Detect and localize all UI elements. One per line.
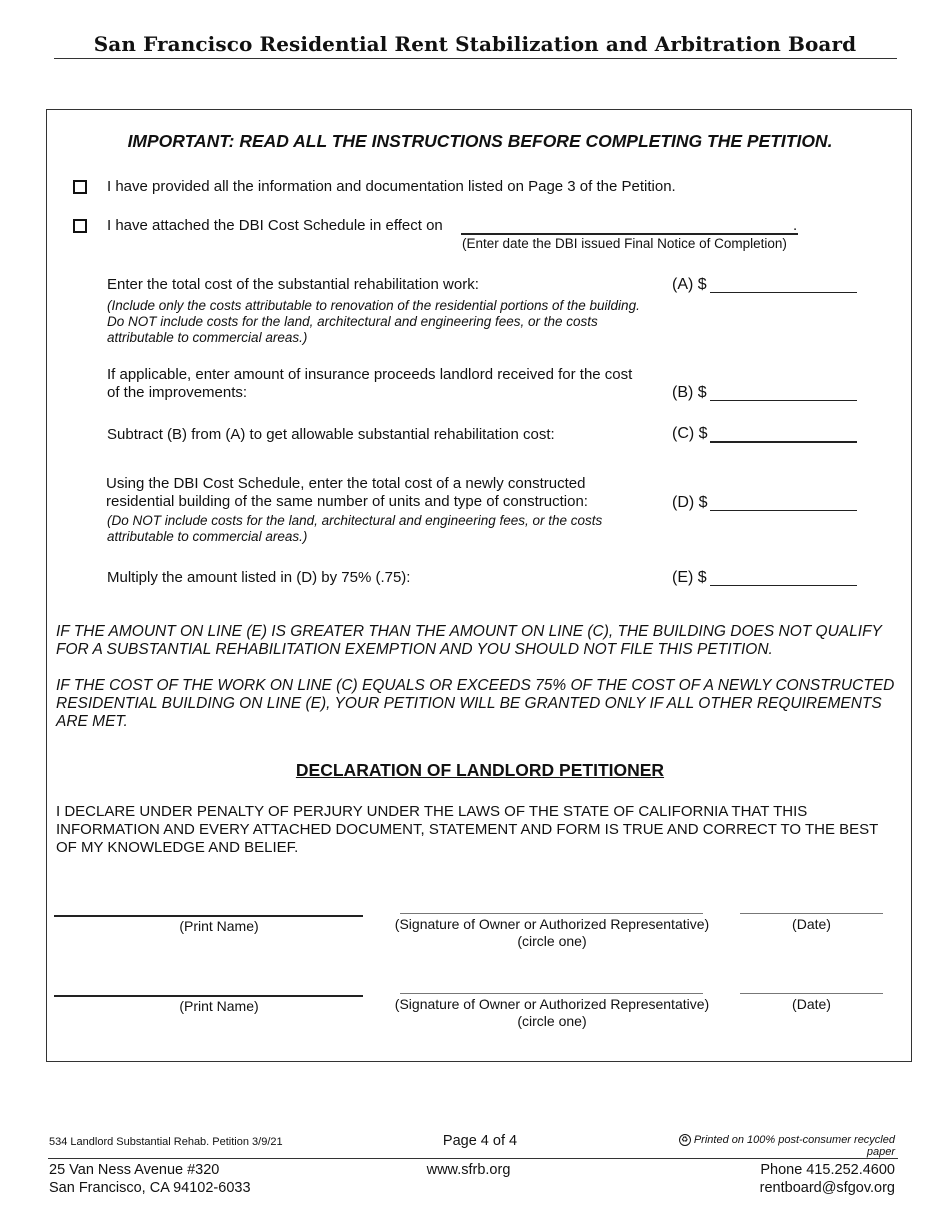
signature-field-2[interactable] bbox=[400, 993, 703, 994]
dbi-date-field[interactable] bbox=[461, 233, 798, 235]
cost-a-note: (Include only the costs attributable to renovation of the residential portions of the building. Do NOT include costs for the land, architectural and engineering fees, or the costs attributable to commercial areas.) bbox=[107, 298, 640, 345]
recycled-note bbox=[650, 1134, 895, 1158]
date-label-2: (Date) bbox=[792, 996, 831, 1012]
cost-a-label: Enter the total cost of the substantial rehabilitation work: bbox=[107, 276, 479, 293]
declaration-text: I DECLARE UNDER PENALTY OF PERJURY UNDER THE LAWS OF THE STATE OF CALIFORNIA THAT THIS INFORMATION AND EVERY ATTACHED DOCUMENT, STATEMENT AND FORM IS TRUE AND CORRECT TO THE BEST OF MY KNOWLEDGE AND BELIEF. bbox=[56, 803, 879, 856]
date-label-1: (Date) bbox=[792, 916, 831, 932]
warning-granted-conditions: IF THE COST OF THE WORK ON LINE (C) EQUALS OR EXCEEDS 75% OF THE COST OF A NEWLY CONSTRUCTED RESIDENTIAL BUILDING ON LINE (E), YOUR PETITION WILL BE GRANTED ONLY IF ALL OTHER REQUIREMENTS ARE MET. bbox=[56, 677, 895, 730]
cost-a-field[interactable] bbox=[710, 292, 857, 293]
signature-field-1[interactable] bbox=[400, 913, 703, 914]
checkbox-info-provided[interactable] bbox=[73, 180, 87, 194]
header-divider bbox=[54, 58, 897, 59]
cost-b-field[interactable] bbox=[710, 400, 857, 401]
signature-label-2: (Signature of Owner or Authorized Representative) bbox=[394, 996, 710, 1012]
cost-e-label: Multiply the amount listed in (D) by 75% (.75): bbox=[107, 569, 411, 586]
cost-e-prefix: (E) $ bbox=[672, 569, 707, 586]
email-link[interactable]: rentboard@sfgov.org bbox=[759, 1180, 895, 1196]
cost-b-label: If applicable, enter amount of insurance proceeds landlord received for the cost of the improvements: bbox=[107, 366, 633, 401]
recycle-icon: ♻ bbox=[679, 1134, 691, 1146]
cost-d-note: (Do NOT include costs for the land, architectural and engineering fees, or the costs attributable to commercial areas.) bbox=[107, 513, 603, 544]
important-notice: IMPORTANT: READ ALL THE INSTRUCTIONS BEFORE COMPLETING THE PETITION. bbox=[127, 131, 833, 151]
print-name-field-2[interactable] bbox=[54, 995, 363, 997]
print-name-field-1[interactable] bbox=[54, 915, 363, 917]
recycled-text: Printed on 100% post-consumer recycled paper bbox=[693, 1134, 895, 1159]
date-field-1[interactable] bbox=[740, 913, 883, 914]
signature-label-1: (Signature of Owner or Authorized Representative) bbox=[394, 916, 710, 932]
cost-a-prefix: (A) $ bbox=[672, 276, 707, 293]
cost-c-label: Subtract (B) from (A) to get allowable substantial rehabilitation cost: bbox=[107, 426, 555, 443]
dbi-date-hint: (Enter date the DBI issued Final Notice of Completion) bbox=[462, 236, 787, 251]
checklist-item-1: I have provided all the information and documentation listed on Page 3 of the Petition. bbox=[107, 178, 676, 195]
cost-e-field[interactable] bbox=[710, 585, 857, 586]
phone-number: Phone 415.252.4600 bbox=[760, 1162, 895, 1178]
date-field-2[interactable] bbox=[740, 993, 883, 994]
declaration-title bbox=[0, 760, 950, 781]
page-number: Page 4 of 4 bbox=[442, 1133, 518, 1149]
circle-one-label-1: (circle one) bbox=[517, 933, 587, 949]
footer-divider bbox=[48, 1158, 898, 1159]
period: . bbox=[793, 217, 798, 234]
cost-d-prefix: (D) $ bbox=[672, 494, 708, 511]
address-line-1: 25 Van Ness Avenue #320 bbox=[49, 1162, 220, 1178]
form-id: 534 Landlord Substantial Rehab. Petition 3/9/21 bbox=[49, 1136, 283, 1148]
checklist-item-2: I have attached the DBI Cost Schedule in effect on bbox=[107, 217, 443, 234]
cost-d-label: Using the DBI Cost Schedule, enter the total cost of a newly constructed residential building of the same number of units and type of construction: bbox=[106, 475, 588, 510]
warning-not-qualify: IF THE AMOUNT ON LINE (E) IS GREATER THAN THE AMOUNT ON LINE (C), THE BUILDING DOES NOT QUALIFY FOR A SUBSTANTIAL REHABILITATION EXEMPTION AND YOU SHOULD NOT FILE THIS PETITION. bbox=[56, 623, 882, 658]
print-name-label-1: (Print Name) bbox=[179, 918, 259, 934]
website-link[interactable]: www.sfrb.org bbox=[426, 1162, 511, 1178]
circle-one-label-2: (circle one) bbox=[517, 1013, 587, 1029]
cost-d-field[interactable] bbox=[710, 510, 857, 511]
cost-c-field[interactable] bbox=[710, 441, 857, 443]
checkbox-dbi-attached[interactable] bbox=[73, 219, 87, 233]
cost-c-prefix: (C) $ bbox=[672, 425, 708, 442]
declaration-title-text: DECLARATION OF LANDLORD PETITIONER bbox=[295, 760, 665, 780]
print-name-label-2: (Print Name) bbox=[179, 998, 259, 1014]
page-title: San Francisco Residential Rent Stabilization and Arbitration Board bbox=[93, 32, 857, 56]
address-line-2: San Francisco, CA 94102-6033 bbox=[49, 1180, 251, 1196]
cost-b-prefix: (B) $ bbox=[672, 384, 707, 401]
